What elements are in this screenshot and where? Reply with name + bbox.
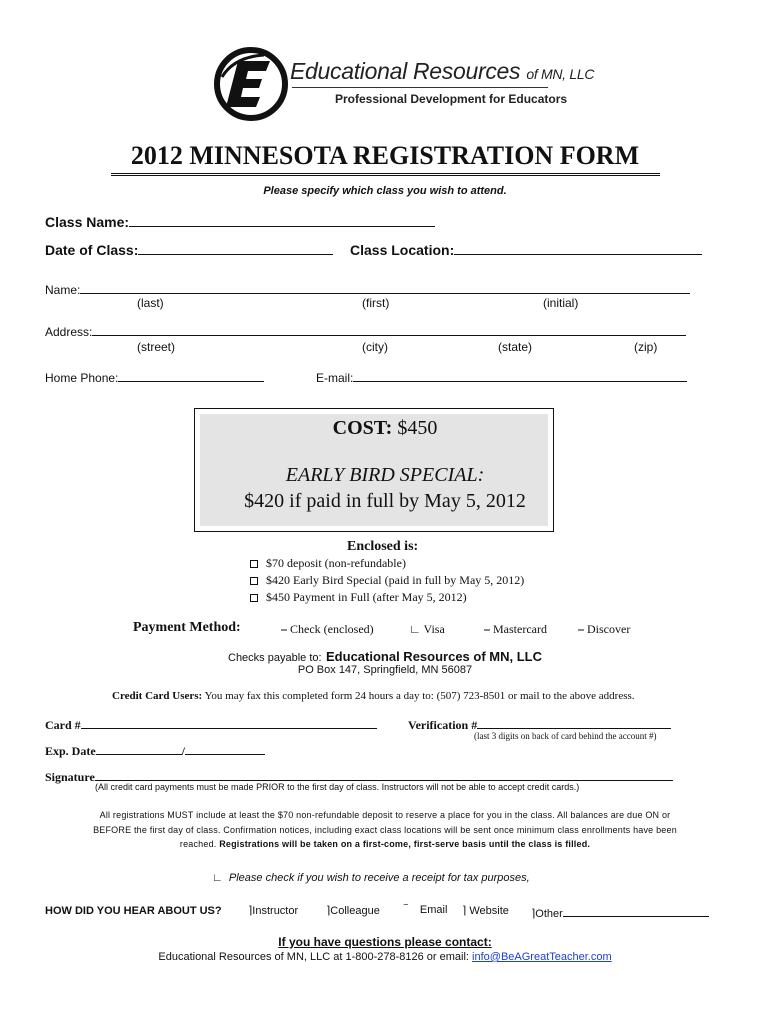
policy-line-3: reached. Registrations will be taken on a first-come, first-serve basis until the class is filled.	[179, 839, 591, 849]
checkbox[interactable]	[250, 577, 258, 585]
name-field[interactable]	[80, 281, 690, 294]
hear-option-colleague[interactable]: ⌉Colleague	[326, 905, 380, 917]
logo-tagline: Professional Development for Educators	[335, 92, 568, 106]
address-street-caption: (street)	[137, 340, 176, 354]
name-last-caption: (last)	[137, 296, 164, 310]
card-number-row: Card #	[45, 716, 377, 733]
contact-heading: If you have questions please contact:	[278, 935, 492, 949]
address-zip-caption: (zip)	[634, 340, 658, 354]
page-subtitle: Please specify which class you wish to attend.	[263, 185, 507, 197]
policy-line-1: All registrations MUST include at least the $70 non-refundable deposit to reserve a place for you in the class. All balances are due ON or	[99, 810, 671, 820]
contact-line: Educational Resources of MN, LLC at 1-800-278-8126 or email: info@BeAGreatTeacher.com	[158, 951, 612, 963]
name-row: Name:	[45, 281, 690, 297]
signature-row: Signature	[45, 768, 673, 785]
title-underline	[111, 173, 660, 176]
verification-note: (last 3 digits on back of card behind the account #)	[474, 731, 657, 741]
checkbox[interactable]	[250, 594, 258, 602]
email-field[interactable]	[353, 369, 687, 382]
address-row: Address:	[45, 323, 686, 339]
hear-option-website[interactable]: ⌉ Website	[462, 905, 509, 917]
other-field[interactable]	[563, 904, 709, 917]
page-title: 2012 MINNESOTA REGISTRATION FORM	[130, 141, 640, 170]
home-phone-row: Home Phone:	[45, 369, 264, 385]
class-name-row: Class Name:	[45, 214, 435, 230]
home-phone-field[interactable]	[118, 369, 264, 382]
enclosed-option-deposit[interactable]: $70 deposit (non-refundable)	[250, 556, 406, 571]
address-field[interactable]	[92, 323, 686, 336]
card-number-field[interactable]	[81, 716, 377, 729]
exp-month-field[interactable]	[96, 742, 182, 755]
signature-note: (All credit card payments must be made PRIOR to the first day of class. Instructors will not be able to accept credit cards.)	[95, 782, 580, 792]
early-bird-text: $420 if paid in full by May 5, 2012	[244, 490, 526, 512]
name-first-caption: (first)	[362, 296, 390, 310]
address-state-caption: (state)	[498, 340, 533, 354]
receipt-option[interactable]: ∟ Please check if you wish to receive a receipt for tax purposes,	[212, 872, 530, 884]
checks-payable-line: Checks payable to: Educational Resources of MN, LLC	[228, 649, 542, 664]
date-of-class-row: Date of Class:	[45, 242, 333, 258]
policy-line-2: BEFORE the first day of class. Confirmation notices, including exact class locations will be sent once minimum class enrollments have been	[93, 825, 677, 835]
logo-e-icon	[214, 47, 288, 121]
credit-card-users-line: Credit Card Users: You may fax this completed form 24 hours a day to: (507) 723-8501 or mail to the above address.	[112, 690, 635, 702]
cost-line: COST: $450	[332, 417, 438, 439]
enclosed-heading: Enclosed is:	[347, 539, 419, 554]
class-name-field[interactable]	[129, 214, 435, 227]
payment-option-check[interactable]: ⎯ Check (enclosed)	[281, 622, 374, 636]
email-row: E-mail:	[316, 369, 687, 385]
hear-about-label: HOW DID YOU HEAR ABOUT US?	[45, 905, 222, 917]
exp-year-field[interactable]	[185, 742, 265, 755]
enclosed-option-early-bird[interactable]: $420 Early Bird Special (paid in full by May 5, 2012)	[250, 573, 524, 588]
date-of-class-field[interactable]	[138, 242, 333, 255]
payment-option-discover[interactable]: ⎯ Discover	[578, 622, 631, 636]
payment-option-mastercard[interactable]: ⎯ Mastercard	[484, 622, 547, 636]
signature-field[interactable]	[95, 768, 673, 781]
exp-date-row: Exp. Date /	[45, 742, 265, 759]
logo-divider	[292, 87, 548, 88]
name-initial-caption: (initial)	[543, 296, 579, 310]
early-bird-title: EARLY BIRD SPECIAL:	[285, 464, 485, 486]
hear-option-instructor[interactable]: ⌉Instructor	[248, 905, 299, 917]
checkbox[interactable]	[250, 560, 258, 568]
hear-option-other[interactable]: ⌉Other	[531, 904, 709, 920]
payment-option-visa[interactable]: ∟ Visa	[409, 622, 445, 636]
payment-method-label: Payment Method:	[133, 620, 241, 635]
address-city-caption: (city)	[362, 340, 388, 354]
payee-address: PO Box 147, Springfield, MN 56087	[297, 664, 473, 676]
class-location-field[interactable]	[454, 242, 702, 255]
verification-row: Verification #	[408, 716, 671, 733]
class-location-row: Class Location:	[350, 242, 702, 258]
enclosed-option-full[interactable]: $450 Payment in Full (after May 5, 2012)	[250, 590, 467, 605]
verification-field[interactable]	[477, 716, 671, 729]
hear-option-email[interactable]: ‾ Email	[404, 904, 448, 916]
logo-company-name: Educational Resources of MN, LLC	[290, 58, 595, 84]
contact-email-link[interactable]: info@BeAGreatTeacher.com	[472, 951, 612, 963]
